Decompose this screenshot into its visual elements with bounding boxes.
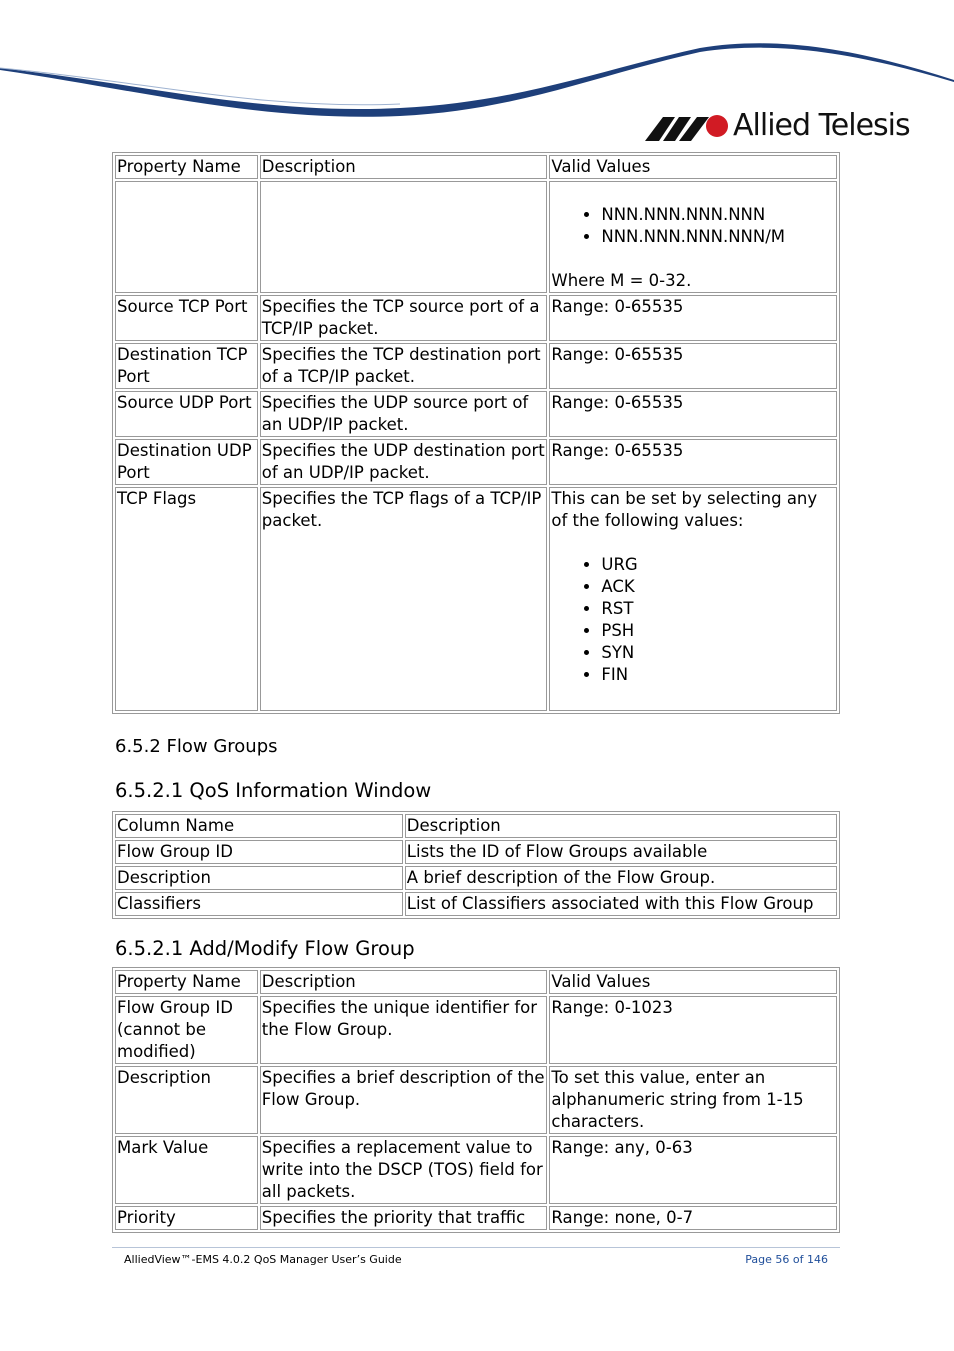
column-header: Description <box>260 970 548 994</box>
table-row <box>115 1066 837 1134</box>
property-name-cell: Priority <box>115 1206 258 1230</box>
column-name-cell: Description <box>115 866 403 890</box>
footer-guide-title: AlliedView™-EMS 4.0.2 QoS Manager User’s Guide <box>124 1253 402 1266</box>
description-cell: Specifies the UDP destination port of an UDP/IP packet. <box>260 439 548 485</box>
valid-values-cell: Range: 0-1023 <box>549 996 837 1064</box>
valid-values-cell: Range: any, 0-63 <box>549 1136 837 1204</box>
column-name-cell: Flow Group ID <box>115 840 403 864</box>
description-cell: Specifies a replacement value to write into the DSCP (TOS) field for all packets. <box>260 1136 548 1204</box>
table-header-row <box>115 155 837 179</box>
table-header-row <box>115 970 837 994</box>
list-item: • URG <box>601 554 835 576</box>
description-cell: Specifies the TCP source port of a TCP/IP packet. <box>260 295 548 341</box>
column-header: Description <box>405 814 837 838</box>
logo-mark-icon <box>645 111 729 141</box>
property-name-cell: Destination TCP Port <box>115 343 258 389</box>
column-name-cell: Classifiers <box>115 892 403 916</box>
description-cell: Specifies the TCP destination port of a TCP/IP packet. <box>260 343 548 389</box>
list-item: • SYN <box>601 642 835 664</box>
table-row <box>115 892 837 916</box>
property-name-cell: Source TCP Port <box>115 295 258 341</box>
column-header: Property Name <box>115 155 258 179</box>
list-item: • PSH <box>601 620 835 642</box>
valid-values-cell: Range: 0-65535 <box>549 295 837 341</box>
table-row <box>115 439 837 485</box>
property-name-cell: Source UDP Port <box>115 391 258 437</box>
column-header: Description <box>260 155 548 179</box>
valid-values-cell: Range: 0-65535 <box>549 343 837 389</box>
allied-telesis-logo <box>645 108 910 143</box>
table-row <box>115 996 837 1064</box>
page-number: Page 56 of 146 <box>745 1253 828 1266</box>
column-header: Valid Values <box>549 155 837 179</box>
valid-values-cell: Range: 0-65535 <box>549 391 837 437</box>
table-header-row <box>115 814 837 838</box>
valid-values-cell <box>549 487 837 711</box>
tcp-flags-intro: This can be set by selecting any of the following values: <box>551 489 818 530</box>
subsection-heading: 6.5.2.1 Add/Modify Flow Group <box>115 937 415 960</box>
table-row <box>115 866 837 890</box>
description-cell: Specifies the unique identifier for the Flow Group. <box>260 996 548 1064</box>
footer-divider <box>112 1247 840 1248</box>
property-table-2 <box>112 967 840 1233</box>
list-item: • NNN.NNN.NNN.NNN <box>601 204 835 226</box>
valid-values-cell: To set this value, enter an alphanumeric string from 1-15 characters. <box>549 1066 837 1134</box>
table-row <box>115 487 837 711</box>
description-cell <box>260 181 548 293</box>
ip-format-list <box>551 204 835 248</box>
table-row <box>115 1206 837 1230</box>
property-name-cell: Destination UDP Port <box>115 439 258 485</box>
valid-values-cell: Range: none, 0-7 <box>549 1206 837 1230</box>
table-row <box>115 840 837 864</box>
description-cell: Specifies the UDP source port of an UDP/IP packet. <box>260 391 548 437</box>
description-cell: Specifies the priority that traffic <box>260 1206 548 1230</box>
description-cell: Specifies the TCP flags of a TCP/IP packet. <box>260 487 548 711</box>
logo-text: Allied Telesis <box>733 108 910 143</box>
column-table <box>112 811 840 919</box>
tcp-flags-list <box>551 554 835 686</box>
description-cell: List of Classifiers associated with this Flow Group <box>405 892 837 916</box>
description-cell: Specifies a brief description of the Flow Group. <box>260 1066 548 1134</box>
subsection-heading: 6.5.2.1 QoS Information Window <box>115 779 432 802</box>
property-name-cell: Flow Group ID (cannot be modified) <box>115 996 258 1064</box>
property-table-1 <box>112 152 840 714</box>
property-name-cell: Mark Value <box>115 1136 258 1204</box>
list-item: • ACK <box>601 576 835 598</box>
description-cell: Lists the ID of Flow Groups available <box>405 840 837 864</box>
property-name-cell: Description <box>115 1066 258 1134</box>
valid-values-cell <box>549 181 837 293</box>
list-item: • NNN.NNN.NNN.NNN/M <box>601 226 835 248</box>
column-header: Valid Values <box>549 970 837 994</box>
list-item: • RST <box>601 598 835 620</box>
list-item: • FIN <box>601 664 835 686</box>
property-name-cell: TCP Flags <box>115 487 258 711</box>
table-row <box>115 1136 837 1204</box>
table-row <box>115 295 837 341</box>
table-row <box>115 391 837 437</box>
description-cell: A brief description of the Flow Group. <box>405 866 837 890</box>
section-heading: 6.5.2 Flow Groups <box>115 736 278 757</box>
column-header: Column Name <box>115 814 403 838</box>
column-header: Property Name <box>115 970 258 994</box>
table-row <box>115 343 837 389</box>
valid-values-cell: Range: 0-65535 <box>549 439 837 485</box>
table-row <box>115 181 837 293</box>
range-note: Where M = 0-32. <box>551 271 692 290</box>
property-name-cell <box>115 181 258 293</box>
